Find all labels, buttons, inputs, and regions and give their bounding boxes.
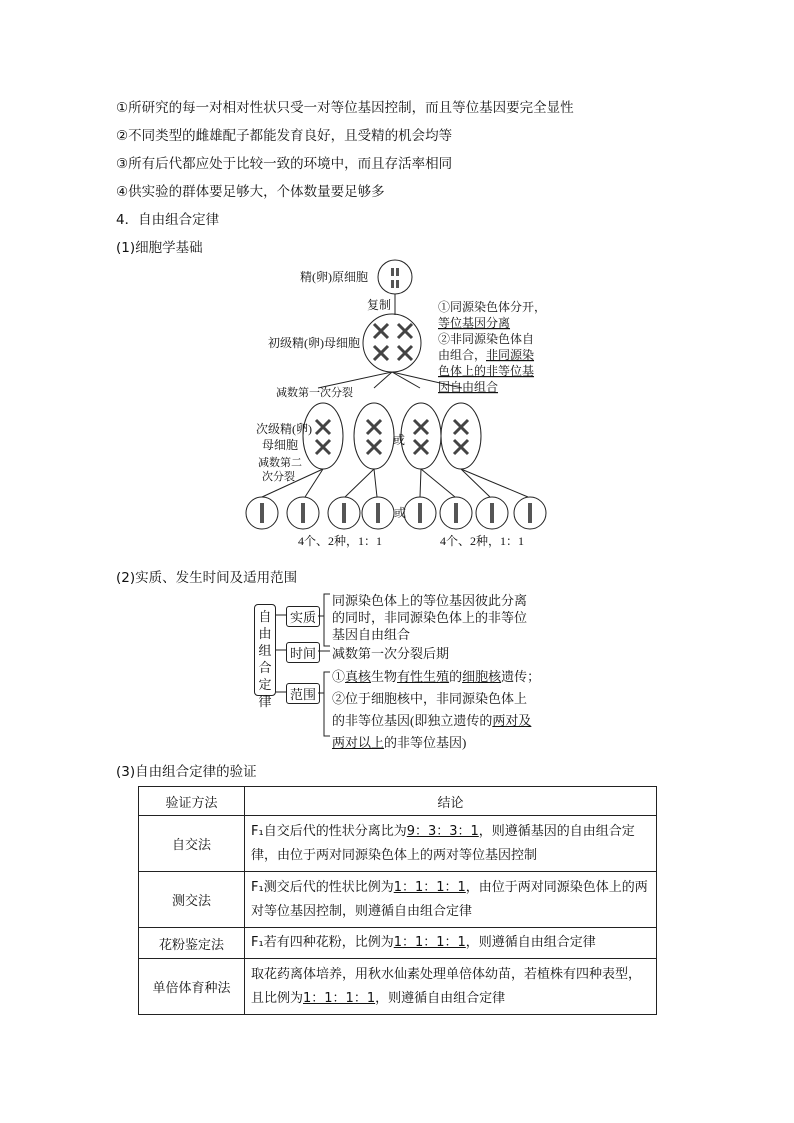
essence-label: 实质: [286, 606, 320, 627]
note-line-2: 等位基因分离: [438, 316, 511, 330]
table-row: [139, 816, 657, 872]
note-line-4u: 非同源染: [486, 348, 535, 362]
essence-line-2: 的同时，非同源染色体上的非等位: [332, 610, 528, 625]
subsection-cell-basis: (1)细胞学基础: [116, 240, 203, 256]
conclusion-cell: F₁测交后代的性状比例为1：1：1：1，由位于两对同源染色体上的两对等位基因控制，则遵循自由组合定律: [245, 872, 657, 928]
label-primordial-cell: 精(卵)原细胞: [300, 270, 368, 284]
scope-line-3: 的非等位基因(即独立遗传的两对及: [332, 713, 532, 728]
section-title: 4．自由组合定律: [116, 212, 220, 228]
scope-label: 范围: [286, 683, 320, 704]
header-method: 验证方法: [139, 787, 245, 816]
subsection-verification: (3)自由组合定律的验证: [116, 764, 257, 780]
table-header-row: [139, 787, 657, 816]
condition-2: ②不同类型的雌雄配子都能发育良好，且受精的机会均等: [116, 128, 453, 144]
condition-3: ③所有后代都应处于比较一致的环境中，而且存活率相同: [116, 156, 453, 172]
result-left: 4个、2种，1：1: [298, 534, 383, 548]
note-line-4: 由组合，: [438, 348, 487, 362]
label-or-2: 或: [394, 506, 407, 520]
label-copy: 复制: [367, 298, 392, 312]
table-row: [139, 928, 657, 959]
essence-line-3: 基因自由组合: [332, 627, 411, 642]
law-vertical-title: 自由组合定律: [254, 604, 276, 696]
note-line-6: 因自由组合: [438, 380, 499, 394]
primary-cell: [363, 314, 421, 372]
method-cell: 花粉鉴定法: [139, 928, 245, 959]
note-line-5: 色体上的非等位基: [438, 364, 535, 378]
secondary-cell-4: [441, 403, 481, 469]
conclusion-cell: 取花药离体培养，用秋水仙素处理单倍体幼苗，若植株有四种表型，且比例为1：1：1：1，则遵循自由组合定律: [245, 959, 657, 1015]
subsection-essence: (2)实质、发生时间及适用范围: [116, 570, 298, 586]
label-second-division-a: 减数第二: [258, 457, 302, 469]
secondary-cell-1: [303, 403, 343, 469]
time-text: 减数第一次分裂后期: [332, 646, 450, 661]
note-line-3: ②非同源染色体自: [438, 332, 535, 346]
label-first-division: 减数第一次分裂: [276, 387, 353, 399]
label-or-1: 或: [393, 433, 406, 447]
label-secondary-cell-b: 母细胞: [262, 438, 299, 452]
conclusion-cell: F₁若有四种花粉，比例为1：1：1：1，则遵循自由组合定律: [245, 928, 657, 959]
conclusion-cell: F₁自交后代的性状分离比为9：3：3：1，则遵循基因的自由组合定律，由位于两对同源染色体上的两对等位基因控制: [245, 816, 657, 872]
secondary-cell-3: [401, 403, 441, 469]
label-secondary-cell-a: 次级精(卵): [256, 422, 312, 436]
condition-1: ①所研究的每一对相对性状只受一对等位基因控制，而且等位基因要完全显性: [116, 100, 574, 116]
result-right: 4个、2种，1：1: [440, 534, 525, 548]
meiosis-diagram: [240, 258, 560, 550]
header-conclusion: 结论: [245, 787, 657, 816]
condition-4: ④供实验的群体要足够大，个体数量要足够多: [116, 184, 385, 200]
scope-line-2: ②位于细胞核中，非同源染色体上: [332, 691, 528, 706]
method-cell: 测交法: [139, 872, 245, 928]
label-second-division-b: 次分裂: [262, 471, 295, 483]
note-line-1: ①同源染色体分开，: [438, 300, 547, 314]
method-cell: 自交法: [139, 816, 245, 872]
essence-line-1: 同源染色体上的等位基因彼此分离: [332, 593, 528, 608]
secondary-cell-2: [354, 403, 394, 469]
method-cell: 单倍体育种法: [139, 959, 245, 1015]
table-row: [139, 959, 657, 1015]
label-primary-cell: 初级精(卵)母细胞: [268, 336, 360, 350]
primordial-cell: [378, 260, 412, 294]
time-label: 时间: [286, 642, 320, 663]
scope-line-1: ①真核生物有性生殖的细胞核遗传；: [332, 669, 541, 684]
table-row: [139, 872, 657, 928]
scope-line-4: 两对以上的非等位基因): [332, 735, 467, 750]
verification-table: [138, 786, 657, 1015]
